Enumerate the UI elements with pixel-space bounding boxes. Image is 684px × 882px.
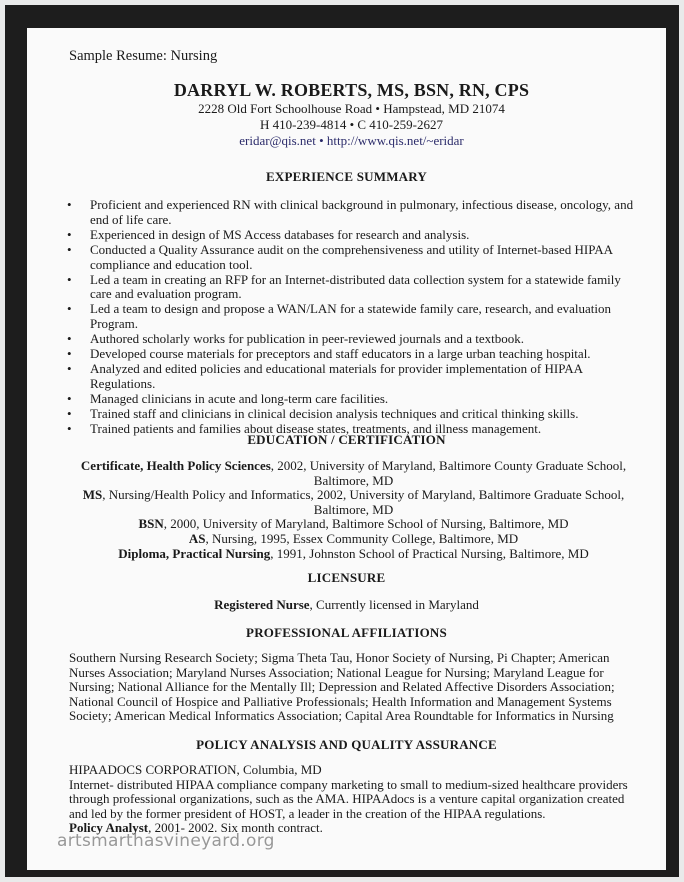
sample-label: Sample Resume: Nursing [69,48,218,64]
address: 2228 Old Fort Schoolhouse Road • Hampstead, MD 21074 [198,101,505,116]
policy-title: POLICY ANALYSIS AND QUALITY ASSURANCE [196,737,497,752]
degree-detail: , Nursing, 1995, Essex Community College, Baltimore, MD [205,530,519,546]
list-item: • Proficient and experienced RN with clinical background in pulmonary, infectious disease, oncology, and end of life care. [65,198,635,228]
list-item: • Trained staff and clinicians in clinical decision analysis techniques and critical thinking skills. [65,407,635,422]
policy-section [69,763,629,836]
company-name: HIPAADOCS CORPORATION, Columbia, MD [69,762,322,777]
license-name: Registered Nurse [214,597,310,612]
list-item: • Led a team in creating an RFP for an Internet-distributed data collection system for a statewide family care and evaluation program. [65,273,635,303]
affiliations-text: Southern Nursing Research Society; Sigma Theta Tau, Honor Society of Nursing, Pi Chapter; American Nurses Association; Maryland Nurses Association; National League for Nursing; Maryland League for Nursing; National Alliance for the Mentally Ill; Depression and Related Affective Disorders Association; National Council of Hospice and Palliative Professionals; Health Information and Management Systems Society; American Medical Informatics Association; Capital Area Roundtable for Informatics in Nursing [69,650,615,724]
experience-list [65,198,635,437]
list-item: • Analyzed and edited policies and educational materials for provider implementation of HIPAA Regulations. [65,362,635,392]
education-entry-cont: Baltimore, MD [313,501,394,517]
education-entry [41,459,666,474]
resume-page [27,28,666,870]
list-item: • Led a team to design and propose a WAN/LAN for a statewide family care, research, and evaluation Program. [65,302,635,332]
list-item: • Developed course materials for preceptors and staff educators in a large urban teaching hospital. [65,347,635,362]
degree-detail: , 2002, University of Maryland, Baltimore County Graduate School, [270,458,627,473]
list-item: • Experienced in design of MS Access databases for research and analysis. [65,228,635,243]
education-entry [41,517,666,532]
candidate-name: DARRYL W. ROBERTS, MS, BSN, RN, CPS [173,80,530,100]
degree: MS [82,487,103,503]
list-item: • Trained patients and families about disease states, treatments, and illness management. [65,422,635,437]
education-list [27,459,666,561]
degree: Diploma, Practical Nursing [118,545,271,561]
education-entry [41,532,666,547]
company-description: Internet- distributed HIPAA compliance company marketing to small to medium-sized healthcare providers through professional organizations, such as the AMA. HIPAAdocs is a venture capital organization created and led by the former president of HOST, a leader in the creation of the HIPAA regulations. [69,776,628,821]
watermark: artsmarthasvineyard.org [57,831,275,851]
degree: AS [188,530,206,546]
degree: Certificate, Health Policy Sciences [80,458,271,473]
degree-detail: , Nursing/Health Policy and Informatics, 2002, University of Maryland, Baltimore Graduate School, [102,487,625,503]
experience-title: EXPERIENCE SUMMARY [266,169,427,184]
education-entry [41,547,666,562]
list-item: • Conducted a Quality Assurance audit on the comprehensiveness and utility of Internet-based HIPAA compliance and education tool. [65,243,635,273]
page-frame [5,5,679,877]
list-item: • Authored scholarly works for publication in peer-reviewed journals and a textbook. [65,332,635,347]
education-title: EDUCATION / CERTIFICATION [247,432,446,447]
degree: BSN [138,516,164,532]
phone-numbers: H 410-239-4814 • C 410-259-2627 [260,117,443,132]
role-detail: , 2001- 2002. Six month contract. [148,820,323,836]
role-title: Policy Analyst [69,820,149,836]
list-item: • Managed clinicians in acute and long-term care facilities. [65,392,635,407]
education-entry [41,488,666,503]
education-entry-cont: Baltimore, MD [313,472,394,488]
resume-header [27,80,666,149]
affiliations-title: PROFESSIONAL AFFILIATIONS [246,625,447,640]
licensure-title: LICENSURE [307,570,386,585]
email-website[interactable]: eridar@qis.net • http://www.qis.net/~eridar [239,133,464,148]
licensure-entry [27,597,666,613]
license-detail: , Currently licensed in Maryland [309,597,479,612]
degree-detail: , 2000, University of Maryland, Baltimore School of Nursing, Baltimore, MD [163,516,569,532]
degree-detail: , 1991, Johnston School of Practical Nursing, Baltimore, MD [270,545,589,561]
